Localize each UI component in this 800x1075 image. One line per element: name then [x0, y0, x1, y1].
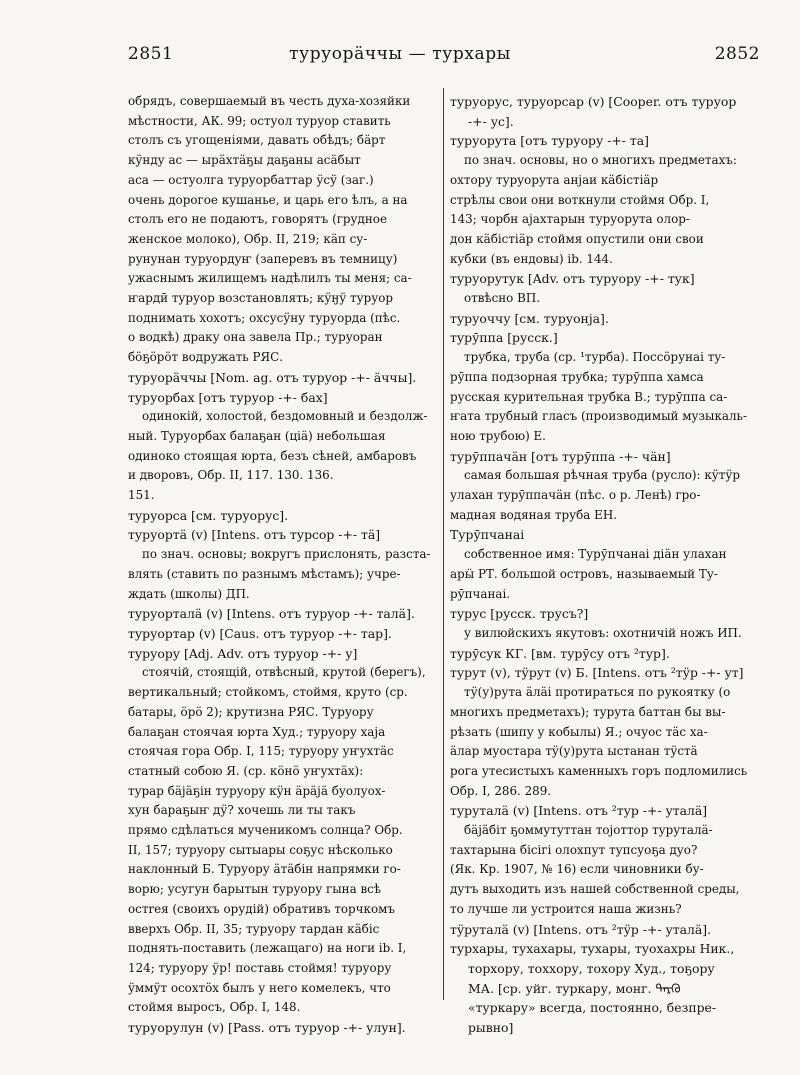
entry-text-line: одинокій, холостой, бездомовный и бездолж-	[142, 409, 428, 424]
column-divider	[443, 88, 444, 1000]
entry-headword-line: туруорӓччы [Nom. ag. отъ туруор -+- ӓччы].	[128, 369, 417, 385]
entry-text-line: турар бӓjӓҕін туруору кӱн ӓрӓjӓ буолуох-	[128, 783, 386, 798]
entry-headword-line: турӯсук КГ. [вм. турӯсу отъ ²тур].	[450, 645, 670, 661]
entry-text-line: вверхъ Обр. II, 35; туруору тардан кӓбіс	[128, 921, 380, 936]
entry-text-line: самая большая рѣчная труба (русло): кӱтӱр	[464, 468, 740, 483]
entry-text-line: аса — остуолга туруорбаттар ӱсӱ (заг.)	[128, 172, 374, 187]
entry-text-line: одиноко стоящая юрта, безъ сѣней, амбаровъ	[128, 448, 417, 463]
entry-text-line: рӯппа подзорная трубка; турӯппа хамса	[450, 369, 704, 384]
entry-text-line: (Як. Кр. 1907, № 16) если чиновники бу-	[450, 862, 704, 877]
entry-headword-line: туруортӓ (v) [Intens. отъ турсор -+- тӓ]	[128, 527, 381, 543]
entry-text-line: влять (ставить по разнымъ мѣстамъ); учре-	[128, 566, 401, 581]
entry-text-line: 124; туруору ӱр! поставь стоймя! туруору	[128, 960, 392, 975]
entry-text-line: кӱнду ас — ырӓхтӓҕы даҕаны асӓбыт	[128, 153, 361, 168]
entry-text-line: рӯпчанаі.	[450, 586, 511, 601]
entry-text-line: МА. [ср. уйг. туркару, монг. ᠲᠡᠷᠭᠦ	[468, 980, 681, 996]
entry-headword-line: Турӯпчанаі	[450, 527, 525, 543]
entry-text-line: ҥардӣ туруор возстановлять; кӱӈӱ туруор	[128, 291, 394, 306]
entry-text-line: ворю; усугун барытын туруору гына всѣ	[128, 882, 381, 897]
running-title: туруорӓччы — турхары	[289, 44, 511, 64]
entry-headword-line: турӯппа [русск.]	[450, 330, 558, 346]
entry-text-line: 143; чорбн аjахтарын туруорута олор-	[450, 212, 690, 227]
entry-text-line: наклонный Б. Туруору ӓтӓбін напрямки го-	[128, 862, 401, 877]
entry-headword-line: туруорталӓ (v) [Intens. отъ туруор -+- талӓ].	[128, 606, 415, 622]
entry-text-line: стоймя выросъ, Обр. I, 148.	[128, 1000, 301, 1015]
entry-text-line: Обр. I, 286. 289.	[450, 783, 552, 798]
entry-text-line: очень дорогое кушанье, и царь его ѣлъ, а на	[128, 192, 408, 207]
entry-text-line: женское молоко), Обр. II, 219; кӓп су-	[128, 231, 368, 246]
entry-text-line: столъ съ угощеніями, давать обѣдъ; бӓрт	[128, 133, 386, 148]
entry-text-line: -+- ус].	[468, 113, 514, 129]
entry-text-line: собственное имя: Турӯпчанаі діӓн улахан	[464, 547, 727, 562]
entry-headword-line: туруорбах [отъ туруор -+- бах]	[128, 389, 328, 405]
entry-text-line: рунунан туруордуҥ (заперевъ въ темницу)	[128, 251, 398, 266]
entry-headword-line: туруорус, туруорсар (v) [Cooper. отъ туруор	[450, 94, 737, 109]
entry-text-line: ною трубою) Е.	[450, 428, 546, 443]
entry-headword-line: туруорутук [Adv. отъ туруору -+- тук]	[450, 271, 695, 287]
page-number-left: 2851	[128, 44, 174, 64]
entry-text-line: трубка, труба (ср. ¹турба). Поссӧрунаі ту-	[464, 350, 726, 365]
entry-text-line: охтору туруорута анjаи кӓбістіӓр	[450, 172, 659, 187]
entry-text-line: ный. Туруорбах балаҕан (ціӓ) небольшая	[128, 428, 386, 443]
entry-text-line: бӓjӓбіт ҕоммутуттан тоjоттор туруталӓ-	[464, 823, 713, 838]
entry-text-line: кубки (въ ендовы) ib. 144.	[450, 251, 613, 266]
entry-text-line: поднимать хохотъ; охсусӱну туруорда (пѣс.	[128, 310, 401, 325]
entry-text-line: столъ его не подаютъ, говорятъ (грудное	[128, 212, 387, 227]
entry-text-line: по знач. основы, но о многихъ предметахъ:	[464, 153, 737, 168]
entry-text-line: батары, ӧрӧ 2); крутизна РЯС. Туруору	[128, 704, 374, 719]
entry-text-line: стоячій, стоящій, отвѣсный, крутой (берегъ),	[142, 665, 426, 680]
entry-text-line: обрядъ, совершаемый въ честь духа-хозяйки	[128, 94, 411, 108]
entry-headword-line: туруоччу [см. туруонjа].	[450, 310, 609, 326]
entry-headword-line: туруору [Adj. Adv. отъ туруор -+- у]	[128, 645, 358, 661]
right-column	[450, 92, 784, 1038]
entry-text-line: ҥата трубный гласъ (производимый музыкаль-	[450, 409, 748, 424]
entry-headword-line: туруортар (v) [Caus. отъ туруор -+- тар].	[128, 625, 392, 641]
entry-text-line: торхору, тоххору, тохору Худ., тоҕору	[468, 960, 715, 976]
entry-text-line: арӹ РТ. большой островъ, называемый Ту-	[450, 566, 718, 581]
entry-text-line: бӧҕӧрӧт водружать РЯС.	[128, 350, 284, 365]
page-number-right: 2852	[714, 44, 760, 64]
entry-headword-line: тӱруталӓ (v) [Intens. отъ ²тӱр -+- уталӓ].	[450, 921, 712, 937]
entry-text-line: улахан турӯппачӓн (пѣс. о р. Ленѣ) гро-	[450, 488, 701, 503]
entry-text-line: то лучше ли устроится наша жизнь?	[450, 901, 682, 916]
entry-headword-line: турӯппачӓн [отъ турӯппа -+- чӓн]	[450, 448, 671, 464]
entry-headword-line: турус [русск. трусъ?]	[450, 606, 589, 622]
entry-text-line: стоячая гора Обр. I, 115; туруору уҥухтӓс	[128, 744, 394, 759]
entry-text-line: мадная водяная труба ЕН.	[450, 507, 617, 522]
entry-text-line: стрѣлы свои они воткнули стоймя Обр. I,	[450, 192, 710, 207]
entry-headword-line: туруорулун (v) [Pass. отъ туруор -+- улун].	[128, 1020, 406, 1036]
entry-text-line: тӱ(у)рута ӓлӓі протираться по рукоятку (о	[464, 685, 731, 700]
entry-headword-line: туруорута [отъ туруору -+- та]	[450, 133, 649, 149]
entry-text-line: вертикальный; стойкомъ, стоймя, круто (ср.	[128, 685, 408, 700]
entry-headword-line: турхары, тухахары, тухары, туохахры Ник.,	[450, 941, 735, 957]
entry-text-line: рѣзать (шипу у кобылы) Я.; очуос тӓс ха-	[450, 724, 708, 739]
entry-text-line: ужаснымъ жилищемъ надѣлилъ ты меня; са-	[128, 271, 412, 286]
entry-text-line: прямо сдѣлаться мученикомъ солнца? Обр.	[128, 823, 403, 838]
entry-text-line: хун бараҕыҥ дӱ? хочешь ли ты такъ	[128, 803, 356, 818]
entry-text-line: отвѣсно ВП.	[464, 291, 541, 306]
entry-text-line: остreя (своихъ орудій) обративъ торчкомъ	[128, 901, 395, 916]
page-header	[0, 44, 800, 74]
entry-text-line: у вилюйскихъ якутовъ: охотничій ножъ ИП.	[464, 625, 742, 640]
entry-text-line: «туркару» всегда, постоянно, безпре-	[468, 1000, 717, 1016]
entry-text-line: поднять-поставить (лежащаго) на ноги ib. I,	[128, 941, 407, 956]
left-column	[128, 92, 436, 1038]
entry-headword-line: туруорса [см. туруорус].	[128, 507, 289, 523]
entry-text-line: по знач. основы; вокругъ прислонять, разста-	[142, 547, 431, 562]
entry-text-line: рога утесистыхъ каменныхъ горъ подломились	[450, 763, 748, 778]
entry-text-line: II, 157; туруору сытыары соҕус нѣсколько	[128, 842, 393, 857]
entry-text-line: о водкѣ) драку она завела Пр.; туруоран	[128, 330, 383, 345]
entry-text-line: 151.	[128, 488, 155, 503]
entry-text-line: ждать (школы) ДП.	[128, 586, 250, 601]
entry-text-line: русская курительная трубка В.; турӯппа са-	[450, 389, 728, 404]
entry-text-line: мѣстности, АК. 99; остуол туруор ставить	[128, 113, 391, 128]
entry-text-line: дутъ выходить изъ нашей собственной среды,	[450, 882, 740, 897]
entry-headword-line: туруталӓ (v) [Intens. отъ ²тур -+- уталӓ]	[450, 803, 708, 819]
entry-headword-line: турут (v), тӱрут (v) Б. [Intens. отъ ²тӱр -+- ут]	[450, 665, 744, 681]
entry-text-line: ӓлар муостара тӱ(у)рута ыстанан тӱстӓ	[450, 744, 698, 759]
entry-text-line: рывно]	[468, 1020, 514, 1036]
entry-text-line: балаҕан стоячая юрта Худ.; туруору хаjа	[128, 724, 386, 739]
entry-text-line: статный собою Я. (ср. кӧнӧ уҥухтӓх):	[128, 763, 364, 778]
entry-text-line: и дворовъ, Обр. II, 117. 130. 136.	[128, 468, 334, 483]
entry-text-line: тахтарына бісігі олохпут тупсуоҕа дуо?	[450, 842, 698, 857]
entry-text-line: многихъ предметахъ); турута баттан бы вы-	[450, 704, 726, 719]
entry-text-line: дон кӓбістіӓр стоймя опустили они свои	[450, 231, 704, 246]
entry-text-line: ӱммӱт осохтӧх былъ у него комелекъ, что	[128, 980, 391, 995]
